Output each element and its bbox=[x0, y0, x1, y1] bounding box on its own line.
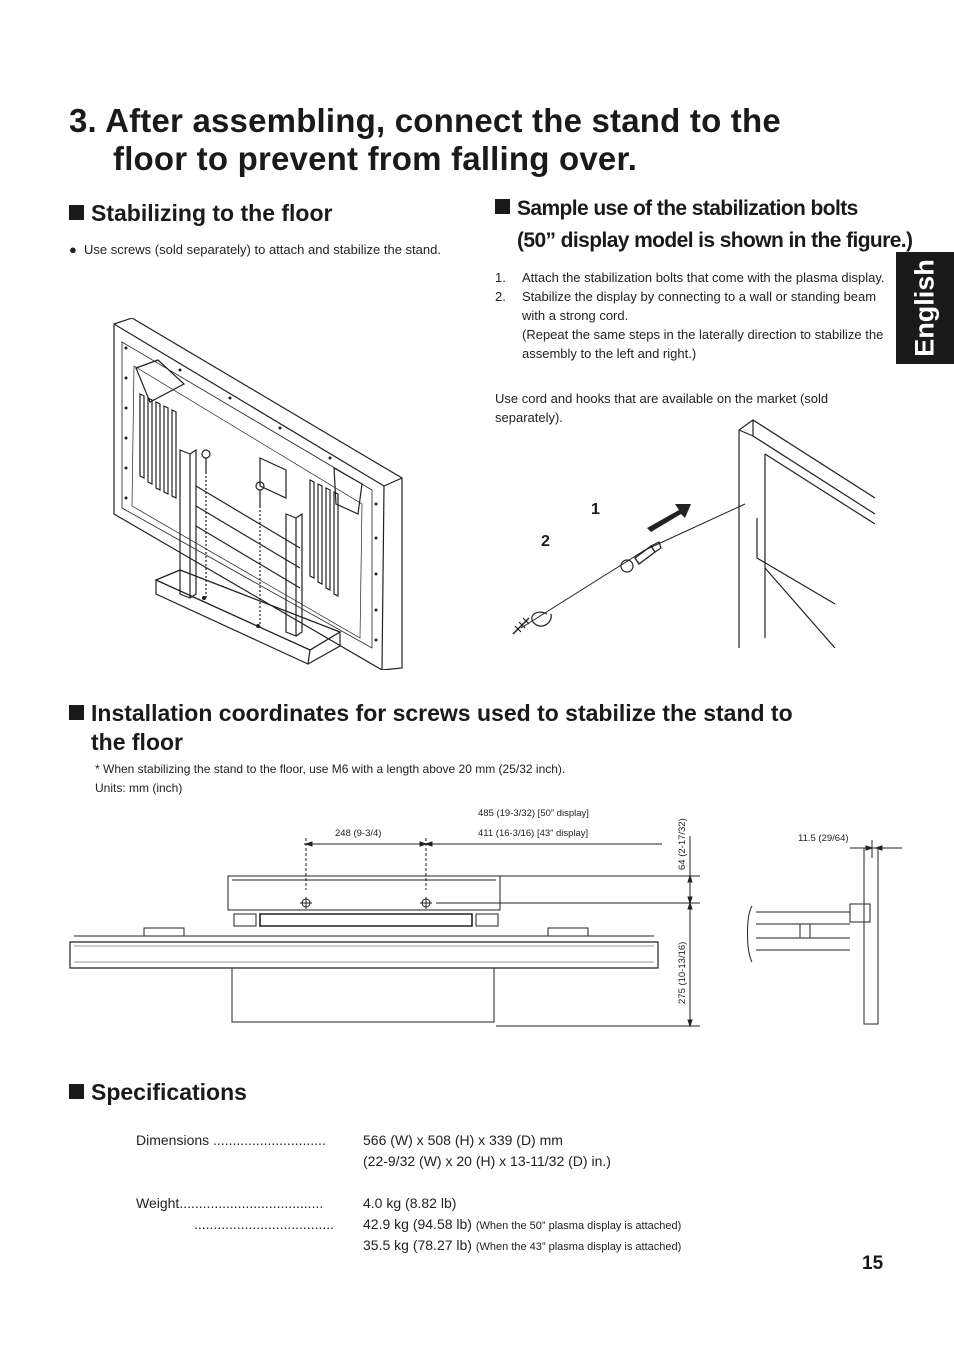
stand-rear-illustration bbox=[110, 318, 410, 670]
stand-base bbox=[156, 570, 340, 650]
page-number: 15 bbox=[862, 1253, 884, 1274]
spec-dimensions-in: (22-9/32 (W) x 20 (H) x 13-11/32 (D) in.) bbox=[363, 1153, 611, 1169]
step-number: 1. bbox=[495, 270, 506, 285]
spec-weight2-dots: .................................... bbox=[194, 1216, 335, 1232]
dim-11-5-label: 11.5 (29/64) bbox=[798, 833, 849, 844]
dim-248-label: 248 (9-3/4) bbox=[335, 828, 382, 839]
display-corner bbox=[739, 420, 875, 648]
spec-weight2-row bbox=[363, 1214, 681, 1237]
square-bullet-icon bbox=[69, 1084, 84, 1099]
stabilizing-bullet-text: Use screws (sold separately) to attach and stabilize the stand. bbox=[84, 242, 441, 257]
square-bullet-icon bbox=[69, 205, 84, 220]
step-text: Stabilize the display by connecting to a wall or standing beam with a strong cord. bbox=[522, 289, 877, 323]
dim-275-label: 275 (10-13/16) bbox=[677, 941, 688, 1004]
cord-note: Use cord and hooks that are available on the market (sold separately). bbox=[495, 391, 829, 425]
language-tab-label: English bbox=[909, 259, 940, 357]
stand-top-plate bbox=[228, 876, 500, 910]
step-text: Attach the stabilization bolts that come with the plasma display. bbox=[522, 270, 885, 285]
spec-leader-dots: ..................................... bbox=[179, 1195, 324, 1211]
section-heading-stabilizing bbox=[69, 199, 332, 228]
spec-leader-dots: ............................. bbox=[213, 1132, 326, 1148]
spec-weight3-value: 35.5 kg (78.27 lb) bbox=[363, 1237, 472, 1253]
spec-weight2-value: 42.9 kg (94.58 lb) bbox=[363, 1216, 472, 1232]
section-heading-sample-line-1: Sample use of the stabilization bolts bbox=[517, 197, 858, 220]
coordinates-note: * When stabilizing the stand to the floor, use M6 with a length above 20 mm (25/32 inch). bbox=[95, 762, 566, 776]
direction-arrow bbox=[647, 504, 691, 532]
spec-label: Weight bbox=[136, 1195, 180, 1211]
stabilization-bolt bbox=[635, 546, 655, 564]
language-tab bbox=[896, 252, 954, 364]
section-heading-sample bbox=[495, 193, 912, 257]
page-title bbox=[69, 102, 781, 178]
stand-foot bbox=[232, 968, 494, 1022]
callout-2: 2 bbox=[541, 533, 550, 550]
bolt-cord-illustration bbox=[495, 418, 875, 648]
stand-post-left bbox=[180, 450, 190, 598]
spec-weight-row bbox=[136, 1193, 323, 1214]
step-2-note: (Repeat the same steps in the laterally direction to stabilize the assembly to the left and right.) bbox=[522, 327, 884, 361]
dim-411-label: 411 (16-3/16) [43” display] bbox=[478, 828, 589, 839]
step-number: 2. bbox=[495, 289, 506, 304]
section-heading-stabilizing-text: Stabilizing to the floor bbox=[91, 200, 333, 226]
spec-weight3-row bbox=[363, 1235, 681, 1258]
round-bullet-icon: ● bbox=[69, 242, 77, 257]
spec-weight-value: 4.0 kg (8.82 lb) bbox=[363, 1195, 457, 1211]
square-bullet-icon bbox=[69, 705, 84, 720]
spec-dimensions-row bbox=[136, 1130, 326, 1151]
section-heading-specifications-text: Specifications bbox=[91, 1079, 247, 1105]
dim-485-label: 485 (19-3/32) [50” display] bbox=[478, 808, 589, 819]
page-title-line-1: 3. After assembling, connect the stand to the bbox=[69, 102, 781, 139]
callout-1: 1 bbox=[591, 501, 600, 518]
step-item-2 bbox=[495, 287, 887, 363]
dim-64-label: 64 (2-17/32) bbox=[677, 818, 688, 870]
installation-coordinates-diagram bbox=[60, 800, 910, 1032]
spec-label: Dimensions bbox=[136, 1132, 210, 1148]
spec-dimensions-mm: 566 (W) x 508 (H) x 339 (D) mm bbox=[363, 1132, 563, 1148]
stabilizing-bullet bbox=[69, 240, 453, 259]
spec-weight3-note: (When the 43” plasma display is attached) bbox=[475, 1241, 682, 1253]
section-heading-coordinates-line-2: the floor bbox=[91, 729, 183, 755]
section-heading-coordinates bbox=[69, 699, 793, 757]
step-item-1 bbox=[495, 268, 887, 287]
section-heading-coordinates-line-1: Installation coordinates for screws used to stabilize the stand to bbox=[91, 700, 793, 726]
display-back-panel bbox=[114, 318, 402, 670]
section-heading-specifications bbox=[69, 1078, 247, 1107]
sample-steps-list bbox=[495, 268, 887, 363]
square-bullet-icon bbox=[495, 199, 510, 214]
page-title-line-2: floor to prevent from falling over. bbox=[113, 140, 638, 177]
section-heading-sample-line-2: (50” display model is shown in the figure.) bbox=[517, 229, 913, 252]
spec-weight2-note: (When the 50” plasma display is attached) bbox=[475, 1220, 682, 1232]
units-note: Units: mm (inch) bbox=[95, 781, 183, 795]
